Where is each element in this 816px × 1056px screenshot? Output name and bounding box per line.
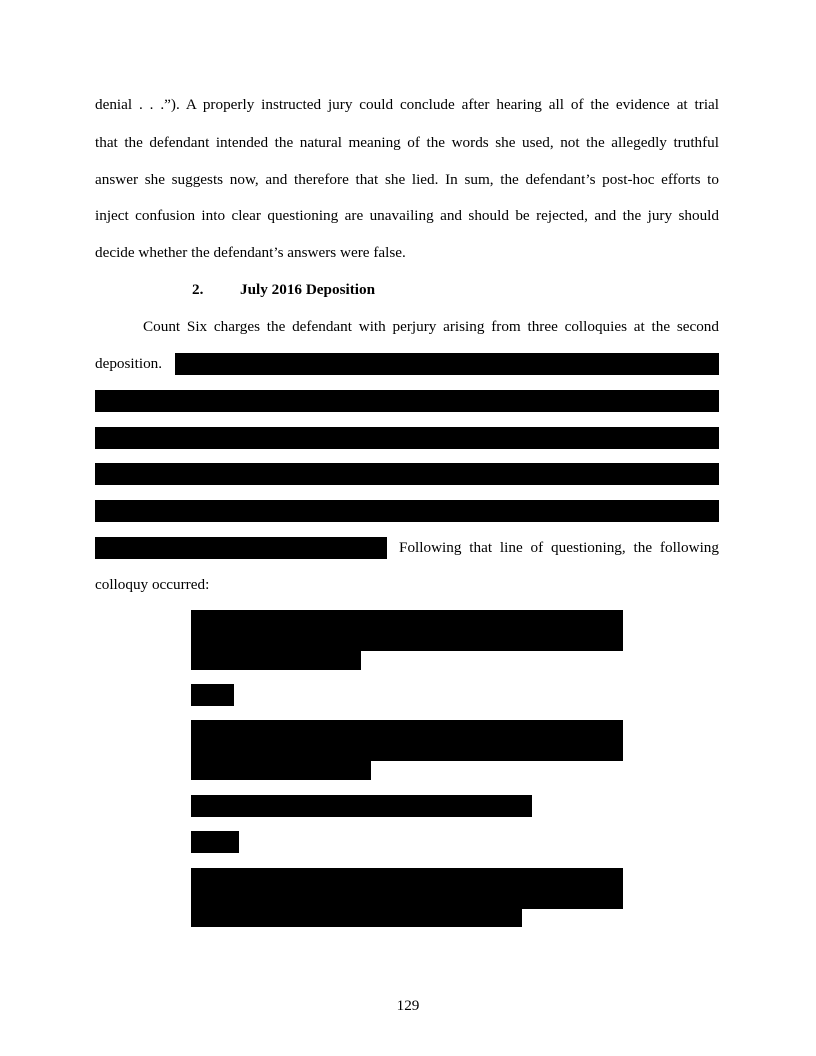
body-text-line: Following that line of questioning, the following: [399, 539, 719, 556]
redaction-block: [191, 651, 361, 670]
redaction-block: [95, 463, 719, 485]
redaction-block: [95, 390, 719, 412]
page-number: 129: [396, 997, 420, 1014]
redaction-block: [95, 500, 719, 522]
body-text-line: colloquy occurred:: [95, 576, 210, 593]
body-text-line: answer she suggests now, and therefore that she lied. In sum, the defendant’s post-hoc efforts to: [95, 171, 719, 188]
body-text-line: inject confusion into clear questioning are unavailing and should be rejected, and the jury should: [95, 207, 719, 224]
body-text-line: denial . . .”). A properly instructed jury could conclude after hearing all of the evidence at trial: [95, 96, 719, 113]
section-number: 2.: [192, 281, 204, 298]
redaction-block: [191, 795, 532, 817]
redaction-block: [191, 831, 239, 853]
redaction-block: [191, 720, 623, 761]
body-text-line: deposition.: [95, 355, 163, 372]
section-title: July 2016 Deposition: [240, 281, 376, 298]
redaction-block: [191, 909, 522, 927]
body-text-line: decide whether the defendant’s answers were false.: [95, 244, 406, 261]
body-text-line: that the defendant intended the natural meaning of the words she used, not the allegedly truthful: [95, 134, 719, 151]
redaction-block: [191, 868, 623, 909]
redaction-block: [191, 684, 234, 706]
redaction-block: [191, 761, 371, 780]
redaction-block: [95, 537, 387, 559]
body-text-line: Count Six charges the defendant with perjury arising from three colloquies at the second: [143, 318, 719, 335]
redaction-block: [191, 610, 623, 651]
redaction-block: [175, 353, 719, 375]
redaction-block: [95, 427, 719, 449]
